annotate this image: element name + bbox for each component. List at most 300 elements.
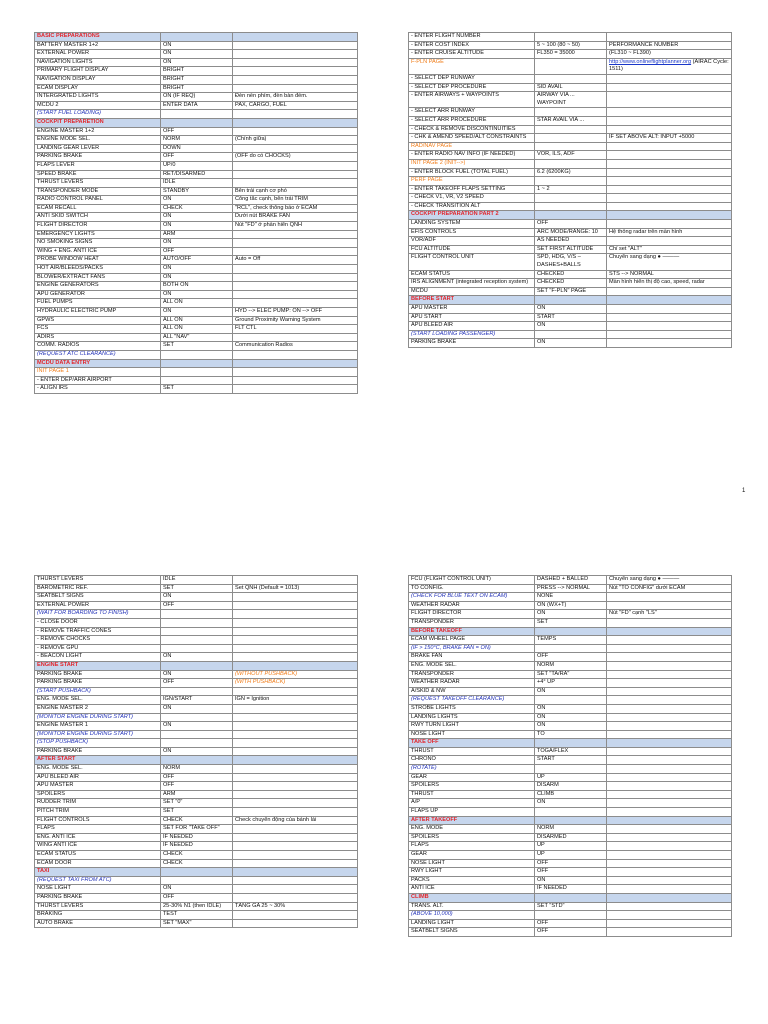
checklist-row (409, 868, 732, 877)
checklist-row (35, 885, 358, 894)
item-action: ON (161, 239, 233, 248)
item-note (233, 118, 358, 127)
item-action: ON (161, 290, 233, 299)
checklist-row (409, 687, 732, 696)
item-action: STAR AVAIL VIA ... (535, 116, 607, 125)
item-note (233, 773, 358, 782)
item-label: COMM. RADIOS (35, 342, 161, 351)
item-note (607, 636, 732, 645)
item-action: IF NEEDED (535, 885, 607, 894)
item-label: BEFORE START (409, 296, 535, 305)
item-action: SET "TA/RA" (535, 670, 607, 679)
checklist-row (35, 911, 358, 920)
item-note (233, 851, 358, 860)
item-note: Set QNH (Default = 1013) (233, 584, 358, 593)
checklist-row (35, 161, 358, 170)
checklist-row (35, 842, 358, 851)
checklist-row (409, 610, 732, 619)
section-header-row (409, 296, 732, 305)
item-action: OFF (161, 153, 233, 162)
item-note (607, 593, 732, 602)
item-action: OFF (161, 679, 233, 688)
item-label: (REQUEST TAKEOFF CLEARANCE) (409, 696, 535, 705)
item-label: FLAPS UP (409, 808, 535, 817)
item-label: ENGINE MASTER 1 (35, 722, 161, 731)
item-note: HYD --> ELEC PUMP: ON --> OFF (233, 308, 358, 317)
item-action (535, 330, 607, 339)
item-action: AS NEEDED (535, 237, 607, 246)
item-note (233, 661, 358, 670)
checklist-row (35, 75, 358, 84)
item-label: FCU ALTITUDE (409, 245, 535, 254)
note-row (409, 696, 732, 705)
item-action: CHECK (161, 859, 233, 868)
item-action: SET (161, 808, 233, 817)
checklist-row (409, 618, 732, 627)
item-note (233, 825, 358, 834)
item-note (607, 713, 732, 722)
item-note (607, 653, 732, 662)
checklist-row (409, 653, 732, 662)
item-label: FLAPS LEVER (35, 161, 161, 170)
item-note (607, 859, 732, 868)
checklist-row (35, 825, 358, 834)
item-label: ECAM STATUS (409, 270, 535, 279)
item-note (233, 75, 358, 84)
item-action: OFF (161, 247, 233, 256)
checklist-row (35, 101, 358, 110)
item-action: ON (535, 722, 607, 731)
checklist-row (409, 287, 732, 296)
item-label: A/SKID & NW (409, 687, 535, 696)
item-action: IGN/START (161, 696, 233, 705)
checklist-row (35, 618, 358, 627)
item-action (161, 730, 233, 739)
checklist-row (409, 237, 732, 246)
item-action: OFF (161, 893, 233, 902)
item-label: ENGINE GENERATORS (35, 282, 161, 291)
item-action: 5 ~ 100 (80 ~ 50) (535, 41, 607, 50)
item-action (161, 636, 233, 645)
item-note (233, 239, 358, 248)
checklist-panel-top-left (34, 32, 357, 394)
item-action: ON (WX+T) (535, 601, 607, 610)
item-action: ON (535, 610, 607, 619)
item-note: PERFORMANCE NUMBER (607, 41, 732, 50)
item-label: AUTO BRAKE (35, 919, 161, 928)
checklist-row (409, 722, 732, 731)
checklist-row (35, 902, 358, 911)
item-action: ON (161, 593, 233, 602)
item-note (233, 782, 358, 791)
checklist-row (35, 893, 358, 902)
item-label: COCKPIT PREPARATION PART 2 (409, 211, 535, 220)
checklist-row (35, 325, 358, 334)
item-note (607, 142, 732, 151)
item-action: SET "MAX" (161, 919, 233, 928)
item-action: ON (161, 722, 233, 731)
item-action (535, 202, 607, 211)
item-label: APU MASTER (35, 782, 161, 791)
item-label: PARKING BRAKE (409, 339, 535, 348)
note-row (35, 350, 358, 359)
item-action: ON (161, 41, 233, 50)
item-note (233, 730, 358, 739)
item-action (535, 142, 607, 151)
item-label: ENG. MODE (409, 825, 535, 834)
item-note: Check chuyển động của bánh lái (233, 816, 358, 825)
item-note (607, 330, 732, 339)
item-note (607, 296, 732, 305)
item-label: (CHECK FOR BLUE TEXT ON ECAM) (409, 593, 535, 602)
item-label: FLIGHT CONTROLS (35, 816, 161, 825)
item-action: SET FIRST ALTITUDE (535, 245, 607, 254)
checklist-row (35, 282, 358, 291)
item-label: APU GENERATOR (35, 290, 161, 299)
item-action: START (535, 313, 607, 322)
item-action: NORM (535, 825, 607, 834)
checklist-row (409, 842, 732, 851)
item-note (607, 756, 732, 765)
checklist-row (35, 833, 358, 842)
item-note: (Chính giữa) (233, 136, 358, 145)
checklist-row (409, 833, 732, 842)
item-label: GPWS (35, 316, 161, 325)
item-note (607, 627, 732, 636)
flight-planner-link[interactable]: http://www.onlineflightplanner.org (609, 58, 692, 65)
checklist-row (35, 247, 358, 256)
item-note (233, 50, 358, 59)
checklist-row (35, 290, 358, 299)
item-label: FLIGHT DIRECTOR (35, 222, 161, 231)
item-action: CHECKED (535, 279, 607, 288)
item-note (233, 376, 358, 385)
item-note (607, 893, 732, 902)
item-action (161, 868, 233, 877)
item-action: ON (161, 885, 233, 894)
section-header-row (35, 661, 358, 670)
item-action: ARM (161, 790, 233, 799)
item-label: - SELECT DEP PROCEDURE (409, 83, 535, 92)
item-action: ON (535, 876, 607, 885)
checklist-row (35, 670, 358, 679)
item-note (607, 773, 732, 782)
item-label: - ENTER DEP/ARR AIRPORT (35, 376, 161, 385)
note-row (35, 739, 358, 748)
item-action (535, 211, 607, 220)
item-action (161, 359, 233, 368)
item-label: SPEED BRAKE (35, 170, 161, 179)
item-action: ON (161, 704, 233, 713)
item-label: MCDU DATA ENTRY (35, 359, 161, 368)
checklist-row (409, 876, 732, 885)
item-label: BEFORE TAKEOFF (409, 627, 535, 636)
item-action: OFF (535, 859, 607, 868)
item-note (233, 127, 358, 136)
item-action: ARM (161, 230, 233, 239)
item-note (607, 151, 732, 160)
item-note: IF SET ABOVE ALT: INPUT +5000 (607, 134, 732, 143)
item-label: - ALIGN IRS (35, 385, 161, 394)
item-note: (FL310 ~ FL390) (607, 50, 732, 59)
item-note (233, 265, 358, 274)
checklist-row (409, 825, 732, 834)
item-note (233, 601, 358, 610)
item-label: EFIS CONTROLS (409, 228, 535, 237)
item-note: Chỉ set "ALT" (607, 245, 732, 254)
item-note (607, 730, 732, 739)
checklist-row (35, 299, 358, 308)
item-note (607, 722, 732, 731)
item-action: START (535, 756, 607, 765)
item-action: TEST (161, 911, 233, 920)
checklist-row (409, 254, 732, 270)
item-label: CLIMB (409, 893, 535, 902)
item-label: PROBE WINDOW HEAT (35, 256, 161, 265)
item-note (233, 41, 358, 50)
item-note: Bên trái cạnh cơ phó (233, 187, 358, 196)
item-label: - ENTER TAKEOFF FLAPS SETTING (409, 185, 535, 194)
item-note: Communication Radios (233, 342, 358, 351)
checklist-row (409, 220, 732, 229)
item-label: FLIGHT DIRECTOR (409, 610, 535, 619)
item-note: Chuyển sang dạng ● ——— (607, 254, 732, 270)
item-action: SET FOR "TAKE OFF" (161, 825, 233, 834)
item-label: - CHECK TRANSITION ALT (409, 202, 535, 211)
item-label: SPOILERS (35, 790, 161, 799)
item-note (233, 179, 358, 188)
checklist-row (35, 799, 358, 808)
checklist-row (409, 177, 732, 186)
item-note: Nút "TO CONFIG" dưới ECAM (607, 584, 732, 593)
item-label: - SELECT ARR PROCEDURE (409, 116, 535, 125)
item-action: BRIGHT (161, 67, 233, 76)
checklist-table (34, 575, 358, 928)
checklist-row (409, 704, 732, 713)
item-label: NOSE LIGHT (409, 859, 535, 868)
item-note (607, 739, 732, 748)
item-note: Công tắc cạnh, bên trái TRIM (233, 196, 358, 205)
item-action (161, 644, 233, 653)
item-note (233, 290, 358, 299)
item-note: Màn hình hiển thị độ cao, speed, radar (607, 279, 732, 288)
item-action: IDLE (161, 179, 233, 188)
item-note (607, 92, 732, 108)
checklist-row (35, 790, 358, 799)
item-action: ON (161, 213, 233, 222)
item-condition (233, 679, 358, 688)
checklist-row (409, 202, 732, 211)
item-note (233, 833, 358, 842)
item-label: FLAPS (409, 842, 535, 851)
item-note (607, 125, 732, 134)
item-note (607, 33, 732, 42)
item-action: PRESS --> NORMAL (535, 584, 607, 593)
item-note (233, 576, 358, 585)
item-note (607, 322, 732, 331)
item-label: TAXI (35, 868, 161, 877)
item-action (535, 108, 607, 117)
item-label: ECAM STATUS (35, 851, 161, 860)
item-label: THRUST (409, 790, 535, 799)
item-action (535, 627, 607, 636)
item-action: NORM (161, 765, 233, 774)
item-label: WING ANTI ICE (35, 842, 161, 851)
item-label: LANDING LIGHTS (409, 713, 535, 722)
item-label: ENGINE MODE SEL. (35, 136, 161, 145)
note-row (35, 876, 358, 885)
item-label: - CHECK V1, VR, V2 SPEED (409, 194, 535, 203)
item-label: ANTI ICE (409, 885, 535, 894)
item-note (233, 627, 358, 636)
item-action (535, 58, 607, 74)
checklist-row (409, 305, 732, 314)
item-label: (START PUSHBACK) (35, 687, 161, 696)
item-label: NAVIGATION LIGHTS (35, 58, 161, 67)
item-action (535, 33, 607, 42)
checklist-row (35, 93, 358, 102)
item-label: TAKE OFF (409, 739, 535, 748)
item-action: FL350 = 35000 (535, 50, 607, 59)
checklist-row (35, 722, 358, 731)
item-label: FLAPS (35, 825, 161, 834)
item-label: ECAM DISPLAY (35, 84, 161, 93)
item-label: HOT AIR/BLEEDS/PACKS (35, 265, 161, 274)
item-note (233, 747, 358, 756)
checklist-row (409, 919, 732, 928)
item-label: TO CONFIG. (409, 584, 535, 593)
checklist-row (409, 58, 732, 74)
checklist-panel-bottom-right (408, 575, 731, 937)
item-note (233, 333, 358, 342)
item-label: - REMOVE CHOCKS (35, 636, 161, 645)
item-action: +4° UP (535, 679, 607, 688)
item-note (233, 273, 358, 282)
item-action (535, 765, 607, 774)
item-note (233, 368, 358, 377)
checklist-row (35, 679, 358, 688)
item-label: A/P (409, 799, 535, 808)
item-action: ON (535, 339, 607, 348)
item-note (233, 58, 358, 67)
section-header-row (409, 816, 732, 825)
item-action: ON (535, 799, 607, 808)
item-label: ENGINE MASTER 1+2 (35, 127, 161, 136)
item-note (233, 350, 358, 359)
item-label: BRAKE FAN (409, 653, 535, 662)
item-note (607, 287, 732, 296)
checklist-row (35, 627, 358, 636)
item-note (607, 885, 732, 894)
note-row (35, 610, 358, 619)
item-label: - ENTER BLOCK FUEL (TOTAL FUEL) (409, 168, 535, 177)
checklist-row (35, 765, 358, 774)
checklist-row (35, 316, 358, 325)
item-note (607, 313, 732, 322)
checklist-row (409, 790, 732, 799)
item-label: NO SMOKING SIGNS (35, 239, 161, 248)
item-action: RET/DISARMED (161, 170, 233, 179)
item-label: - ENTER AIRWAYS + WAYPOINTS (409, 92, 535, 108)
checklist-row (35, 170, 358, 179)
note-row (409, 911, 732, 920)
item-label: RWY LIGHT (409, 868, 535, 877)
item-action: ON (161, 653, 233, 662)
item-action: ON (161, 58, 233, 67)
item-label: THURST LEVERS (35, 902, 161, 911)
item-action: ON (161, 670, 233, 679)
item-label: - CHK & AMEND SPEED/ALT CONSTRAINTS (409, 134, 535, 143)
checklist-row (409, 279, 732, 288)
item-label: PRIMARY FLIGHT DISPLAY (35, 67, 161, 76)
item-action: CLIMB (535, 790, 607, 799)
checklist-table (408, 575, 732, 937)
item-action: OFF (535, 220, 607, 229)
item-action (535, 177, 607, 186)
checklist-row (409, 228, 732, 237)
item-action: SET (161, 342, 233, 351)
item-action: CHECK (161, 816, 233, 825)
item-label: - ENTER RADIO NAV INFO (IF NEEDED) (409, 151, 535, 160)
item-label: PARKING BRAKE (35, 153, 161, 162)
item-note (233, 722, 358, 731)
checklist-row (409, 151, 732, 160)
item-action: DISARMED (535, 833, 607, 842)
checklist-row (409, 313, 732, 322)
item-note: Auto = Off (233, 256, 358, 265)
item-label: - CHECK & REMOVE DISCONTINUITIES (409, 125, 535, 134)
item-note (607, 851, 732, 860)
item-label: APU MASTER (409, 305, 535, 314)
item-label: ENG. MODE SEL. (35, 696, 161, 705)
item-note (233, 33, 358, 42)
item-label: VOR/ADF (409, 237, 535, 246)
item-action: OFF (535, 653, 607, 662)
item-action: SPD, HDG, V/S – DASHES+BALLS (535, 254, 607, 270)
item-action (161, 118, 233, 127)
checklist-row (35, 704, 358, 713)
item-note (607, 687, 732, 696)
item-label: ENG. ANTI ICE (35, 833, 161, 842)
item-note (233, 644, 358, 653)
checklist-row (409, 50, 732, 59)
note-row (409, 330, 732, 339)
item-label: ANTI SKID SWITCH (35, 213, 161, 222)
checklist-row (35, 773, 358, 782)
item-action: 1 ~ 2 (535, 185, 607, 194)
section-header-row (35, 756, 358, 765)
item-label: TRANSPONDER (409, 670, 535, 679)
checklist-row (409, 713, 732, 722)
checklist-row (409, 142, 732, 151)
item-note (233, 230, 358, 239)
item-note: Chuyển sang dạng ● ——— (607, 576, 732, 585)
item-label: PARKING BRAKE (35, 670, 161, 679)
item-action: CHECK (161, 204, 233, 213)
checklist-row (409, 730, 732, 739)
item-note (233, 842, 358, 851)
item-action: ON (535, 305, 607, 314)
item-label: TRANSPONDER MODE (35, 187, 161, 196)
item-label: - ENTER CRUISE ALTITUDE (409, 50, 535, 59)
item-condition (233, 670, 358, 679)
item-action (161, 110, 233, 119)
checklist-row (35, 747, 358, 756)
checklist-row (35, 342, 358, 351)
item-action: NONE (535, 593, 607, 602)
item-label: ECAM RECALL (35, 204, 161, 213)
checklist-row (409, 773, 732, 782)
